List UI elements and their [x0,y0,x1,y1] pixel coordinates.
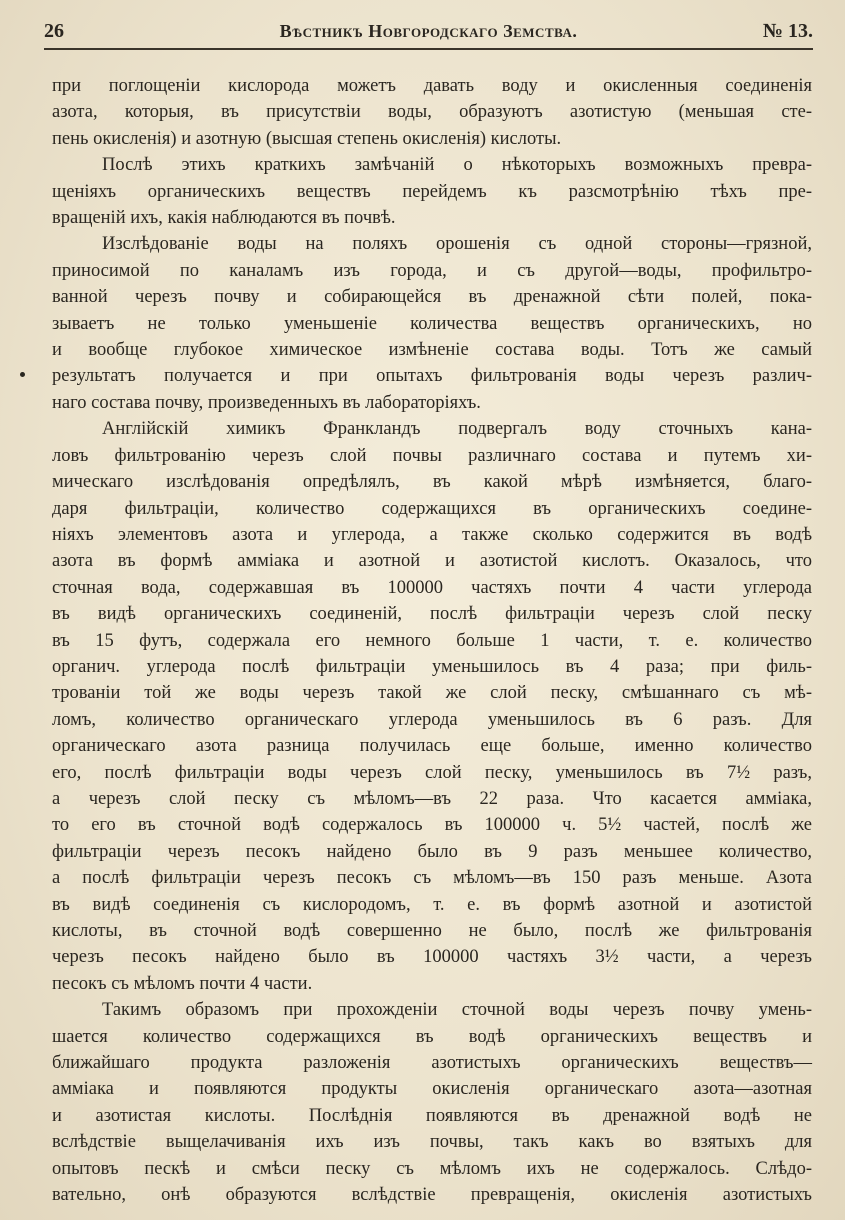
text-line: песокъ съ мѣломъ почти 4 части. [52,973,313,994]
text-line: вательно, онѣ образуются вслѣдствіе превращенія, окисленія азотистыхъ [52,1185,812,1206]
text-line: Послѣ этихъ краткихъ замѣчаній о нѣкоторыхъ возможныхъ превра- [102,155,812,176]
text-line: черезъ песокъ найдено было въ 100000 частяхъ 3½ части, а черезъ [52,947,812,968]
text-line: наго состава почву, произведенныхъ въ лабораторіяхъ. [52,392,481,413]
text-line: въ видѣ органическихъ соединеній, послѣ фильтраціи черезъ слой песку [52,604,812,625]
text-line: въ видѣ соединенія съ кислородомъ, т. е. въ формѣ азотной и азотистой [52,894,812,915]
text-line: Такимъ образомъ при прохожденіи сточной воды черезъ почву умень- [102,1000,812,1021]
text-line: пень окисленія) и азотную (высшая степень окисленія) кислоты. [52,128,562,149]
body-text [52,73,812,1208]
text-line: и вообще глубокое химическое измѣненіе состава воды. Тотъ же самый [52,340,812,361]
text-line: въ 15 футъ, содержала его немного больше 1 части, т. е. количество [52,630,812,651]
page-header [44,20,813,50]
text-line: его, послѣ фильтраціи воды черезъ слой песку, уменьшилось въ 7½ разъ, [52,762,812,783]
text-line: фильтраціи черезъ песокъ найдено было въ 9 разъ меньшее количество, [52,841,812,862]
text-line: мическаго изслѣдованія опредѣлялъ, въ какой мѣрѣ измѣняется, благо- [52,472,812,493]
text-line: трованіи той же воды черезъ такой же слой песку, смѣшаннаго съ мѣ- [52,683,812,704]
issue-number: № 13. [762,20,813,42]
text-line: сточная вода, содержавшая въ 100000 частяхъ почти 4 части углерода [52,577,812,598]
text-line: ніяхъ элементовъ азота и углерода, а также сколько содержится въ водѣ [52,524,812,545]
text-line: а послѣ фильтраціи черезъ песокъ съ мѣломъ—въ 150 разъ меньше. Азота [52,868,812,889]
text-line: то его въ сточной водѣ содержалось въ 100000 ч. 5½ частей, послѣ же [52,815,812,836]
text-line: амміака и появляются продукты окисленія органическаго азота—азотная [52,1079,812,1100]
text-line: даря фильтраціи, количество содержащихся въ органическихъ соедине- [52,498,812,519]
text-line: приносимой по каналамъ изъ города, и съ другой—воды, профильтро- [52,260,812,281]
text-line: опытовъ пескѣ и смѣси песку съ мѣломъ ихъ не содержалось. Слѣдо- [52,1158,812,1179]
text-line: и азотистая кислоты. Послѣднія появляются въ дренажной водѣ не [52,1105,812,1126]
ink-speck [20,372,25,377]
text-line: Англійскій химикъ Франкландъ подвергалъ воду сточныхъ кана- [102,419,812,440]
text-line: органическаго азота разница получилась еще больше, именно количество [52,736,812,757]
text-line: при поглощеніи кислорода можетъ давать воду и окисленныя соединенія [52,76,812,96]
text-line: ванной черезъ почву и собирающейся въ дренажной сѣти полей, пока- [52,287,812,308]
text-line: ловъ фильтрованію черезъ слой почвы различнаго состава и путемъ хи- [52,445,812,466]
text-line: ломъ, количество органическаго углерода уменьшилось въ 6 разъ. Для [52,709,812,730]
text-line: кислоты, въ сточной водѣ совершенно не было, послѣ же фильтрованія [52,921,812,941]
text-line: азота въ формѣ амміака и азотной и азотистой кислотъ. Оказалось, что [52,551,812,572]
text-line: зываетъ не только уменьшеніе количества веществъ органическихъ, но [52,313,812,334]
text-line: результатъ получается и при опытахъ фильтрованія воды черезъ различ- [52,366,812,387]
text-line: шается количество содержащихся въ водѣ органическихъ веществъ и [52,1026,812,1047]
text-line: щеніяхъ органическихъ веществъ перейдемъ къ разсмотрѣнію тѣхъ пре- [52,181,812,202]
text-line: Изслѣдованіе воды на поляхъ орошенія съ одной стороны—грязной, [102,234,812,255]
running-title: Вѣстникъ Новгородскаго Земства. [279,21,578,41]
text-line: органич. углерода послѣ фильтраціи уменьшилось въ 4 раза; при филь- [52,656,812,677]
text-line: ближайшаго продукта разложенія азотистыхъ органическихъ веществъ— [52,1053,812,1074]
text-line: вращеній ихъ, какія наблюдаются въ почвѣ. [52,208,396,229]
text-line: вслѣдствіе выщелачиванія ихъ изъ почвы, такъ какъ во взятыхъ для [52,1132,812,1153]
page-number: 26 [44,20,64,42]
text-line: азота, которыя, въ присутствіи воды, образуютъ азотистую (меньшая сте- [52,102,812,123]
text-line: а черезъ слой песку съ мѣломъ—въ 22 раза. Что касается амміака, [52,788,812,809]
